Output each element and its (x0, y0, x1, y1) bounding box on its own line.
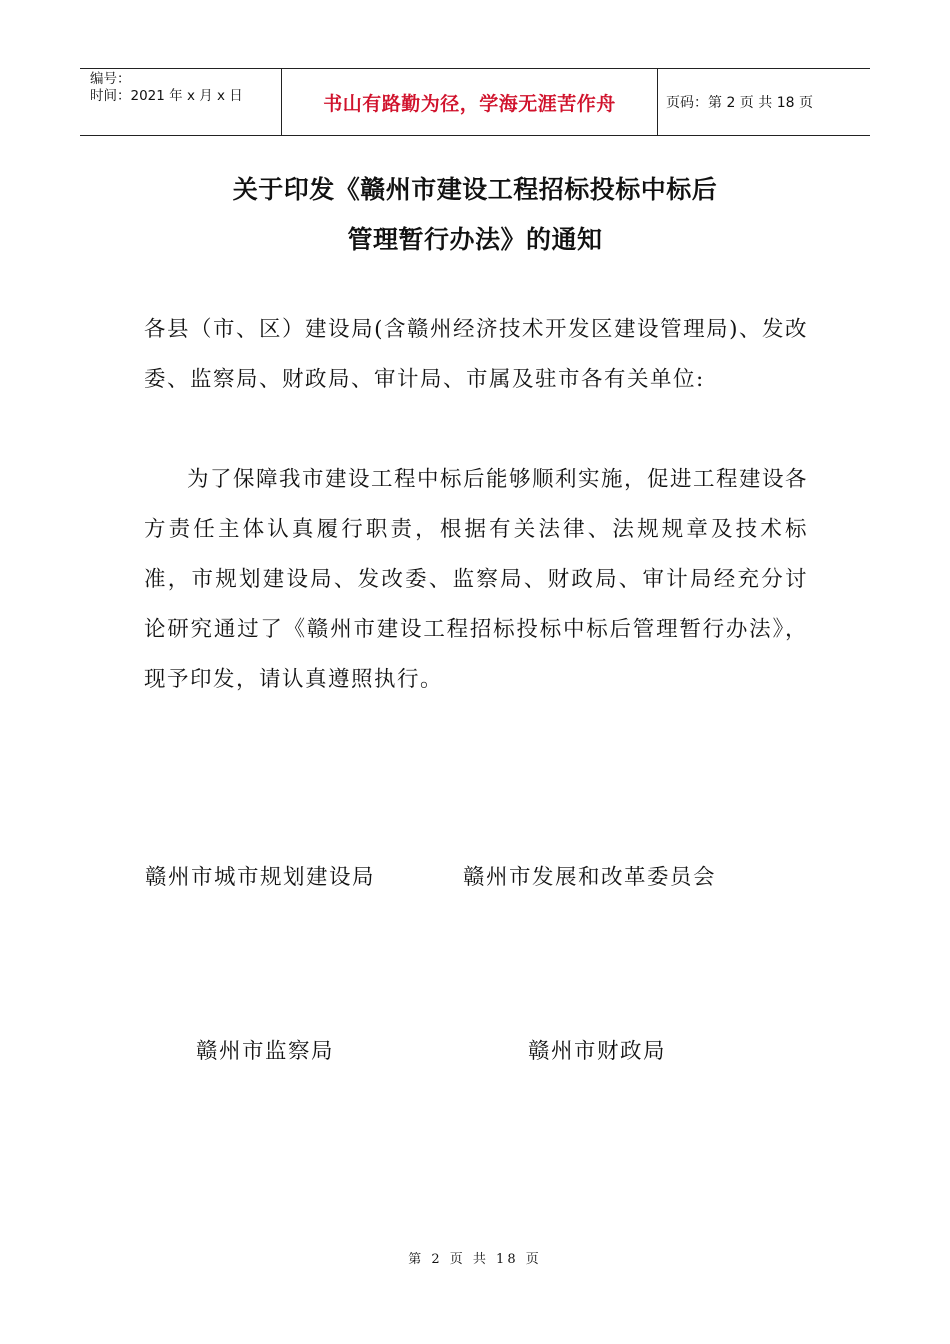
document-date: 时间：2021 年 x 月 x 日 (90, 88, 243, 104)
page-footer: 第 2 页 共 18 页 (408, 1252, 542, 1267)
signatory-development-commission: 赣州市发展和改革委员会 (463, 865, 717, 890)
addressee-paragraph: 各县（市、区）建设局(含赣州经济技术开发区建设管理局)、发改委、监察局、财政局、审计局、市属及驻市各有关单位: (144, 317, 808, 392)
signatory-planning-bureau: 赣州市城市规划建设局 (145, 865, 376, 890)
signatory-finance-bureau: 赣州市财政局 (528, 1039, 667, 1064)
signatory-supervision-bureau: 赣州市监察局 (196, 1039, 335, 1064)
header-meta-cell (80, 69, 282, 135)
header-motto: 书山有路勤为径，学海无涯苦作舟 (282, 69, 658, 135)
document-title-line-2: 管理暂行办法》的通知 (347, 225, 603, 254)
header-table (80, 68, 870, 136)
document-number-label: 编号： (90, 71, 131, 87)
header-page-info: 页码：第 2 页 共 18 页 (666, 95, 813, 111)
document-title-line-1: 关于印发《赣州市建设工程招标投标中标后 (232, 175, 718, 204)
body-paragraph: 为了保障我市建设工程中标后能够顺利实施，促进工程建设各方责任主体认真履行职责，根据有关法律、法规规章及技术标准，市规划建设局、发改委、监察局、财政局、审计局经充分讨论研究通过了《赣州市建设工程招标投标中标后管理暂行办法》，现予印发，请认真遵照执行。 (144, 467, 809, 692)
